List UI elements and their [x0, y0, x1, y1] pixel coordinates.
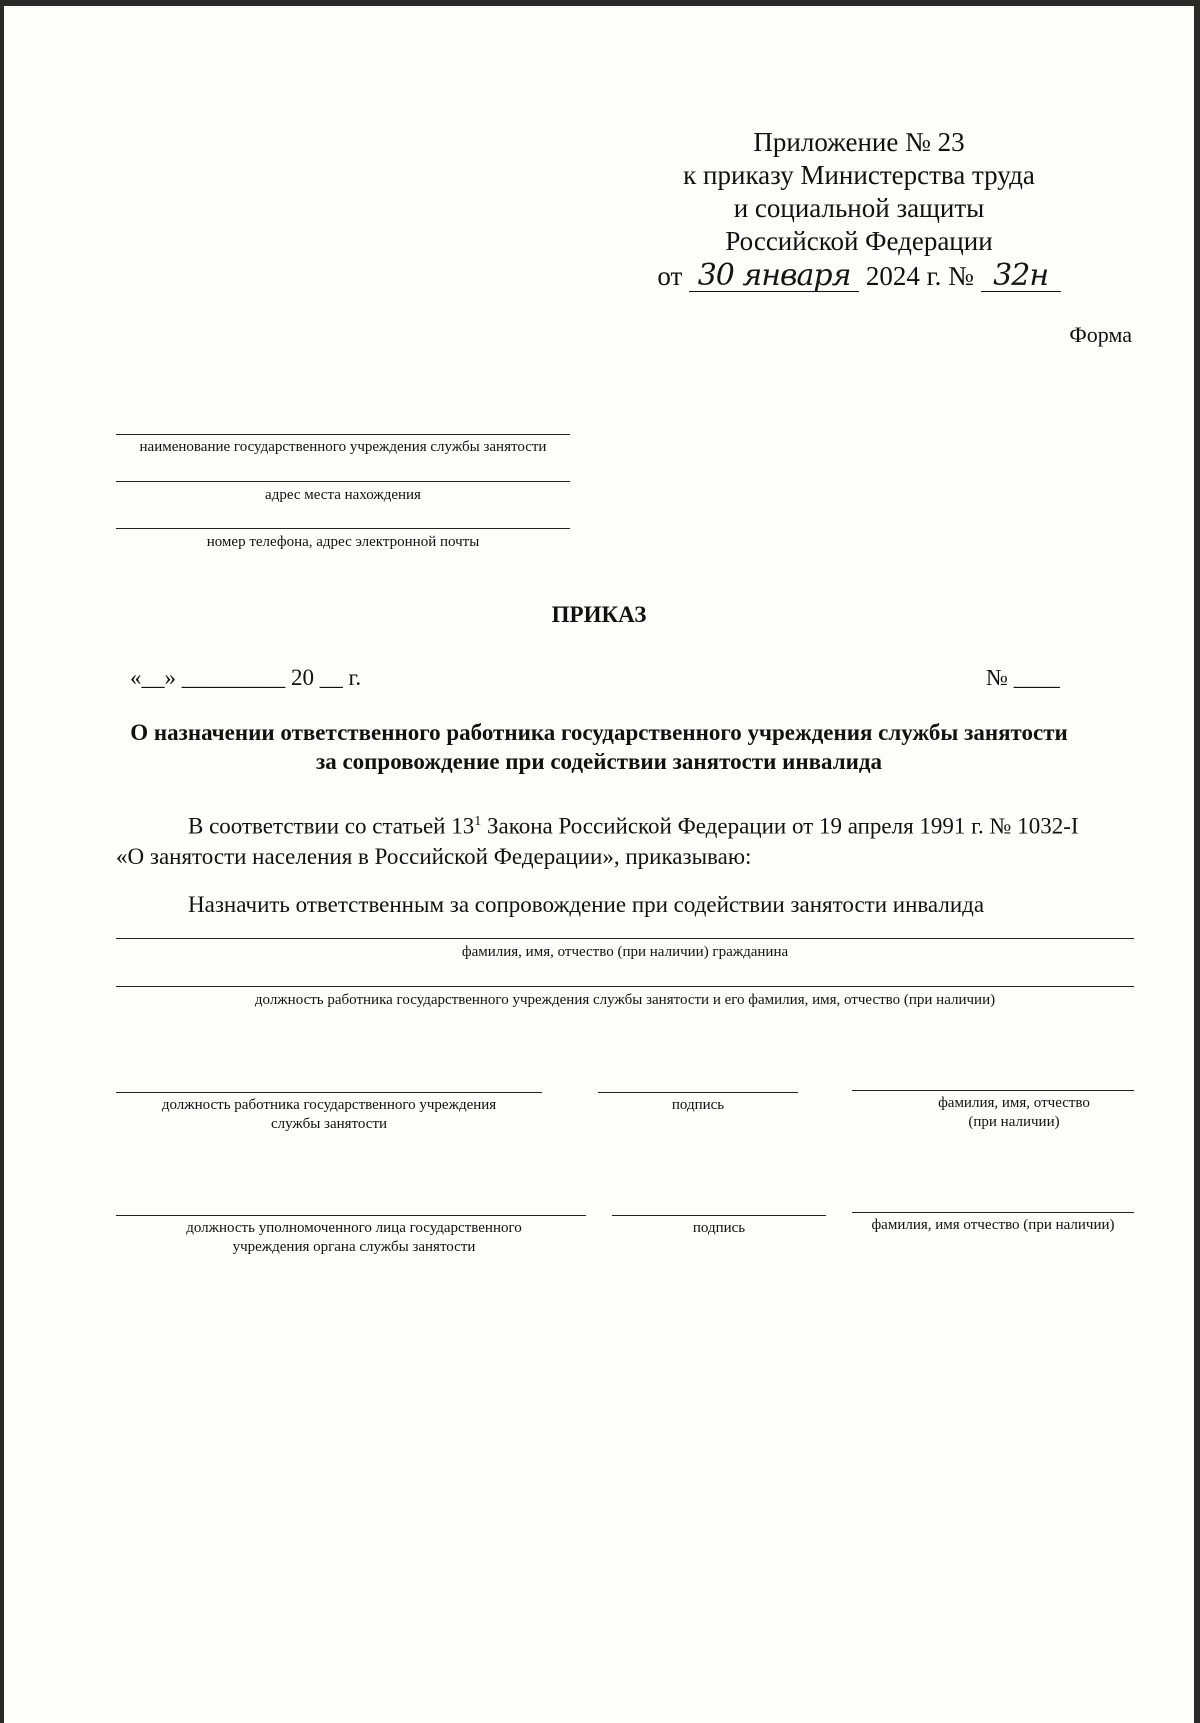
appendix-block — [629, 126, 1089, 293]
contacts-caption: номер телефона, адрес электронной почты — [206, 534, 480, 550]
order-subject-line-1: О назначении ответственного работника государственного учреждения службы занятости — [130, 720, 1068, 745]
sig2-position-caption: должность уполномоченного лица государственного учреждения органа службы занятости — [186, 1220, 522, 1255]
order-heading: ПРИКАЗ — [551, 602, 647, 627]
order-number-blank: № ____ — [986, 665, 1060, 690]
sig1-name-caption: фамилия, имя, отчество (при наличии) — [938, 1095, 1090, 1130]
institution-line — [116, 434, 570, 435]
handwritten-date: 30 января — [689, 261, 859, 292]
sig2-name-caption: фамилия, имя отчество (при наличии) — [871, 1217, 1115, 1233]
sig1-name-line — [852, 1090, 1134, 1091]
sig1-signature-caption: подпись — [671, 1097, 725, 1113]
order-date-blank: «__» _________ 20 __ г. — [130, 665, 362, 690]
appendix-line-2: к приказу Министерства труда — [683, 160, 1035, 190]
date-year: 2024 г. № — [865, 261, 974, 291]
appendix-date-line — [629, 260, 1089, 293]
order-paragraph — [116, 807, 1116, 872]
institution-caption: наименование государственного учреждения службы занятости — [139, 439, 547, 455]
sig1-position-line — [116, 1092, 542, 1093]
appendix-line-1: Приложение № 23 — [753, 127, 965, 157]
address-line — [116, 481, 570, 482]
order-subject — [4, 718, 1194, 776]
article-superscript: 1 — [474, 814, 482, 829]
sig2-signature-caption: подпись — [692, 1220, 746, 1236]
address-caption: адрес места нахождения — [265, 487, 421, 503]
appendix-line-4: Российской Федерации — [725, 226, 993, 256]
paragraph-start: В соответствии со статьей 13 — [188, 813, 475, 839]
paragraph-rest: Закона Российской Федерации от 19 апреля 1991 г. № 1032-I — [481, 813, 1079, 839]
worker-caption: должность работника государственного учреждения службы занятости и его фамилия, имя, отчество (при наличии) — [254, 992, 996, 1008]
sig2-signature-line — [612, 1215, 826, 1216]
date-prefix: от — [657, 261, 683, 291]
appoint-text: Назначить ответственным за сопровождение при содействии занятости инвалида — [188, 892, 985, 917]
sig2-name-line — [852, 1212, 1134, 1213]
citizen-caption: фамилия, имя, отчество (при наличии) гражданина — [461, 944, 789, 960]
sig1-signature-line — [598, 1092, 798, 1093]
worker-line — [116, 986, 1134, 987]
paragraph-line-1 — [116, 807, 1116, 842]
sig2-position-line — [116, 1215, 586, 1216]
handwritten-number: 32н — [981, 261, 1061, 292]
paragraph-line-2: «О занятости населения в Российской Федерации», приказываю: — [116, 843, 752, 869]
appendix-line-3: и социальной защиты — [733, 193, 985, 223]
citizen-line — [116, 938, 1134, 939]
contacts-line — [116, 528, 570, 529]
form-label: Форма — [1069, 322, 1132, 347]
order-subject-line-2: за сопровождение при содействии занятости инвалида — [315, 749, 883, 774]
document-page — [4, 6, 1194, 1723]
sig1-position-caption: должность работника государственного учреждения службы занятости — [161, 1097, 497, 1132]
